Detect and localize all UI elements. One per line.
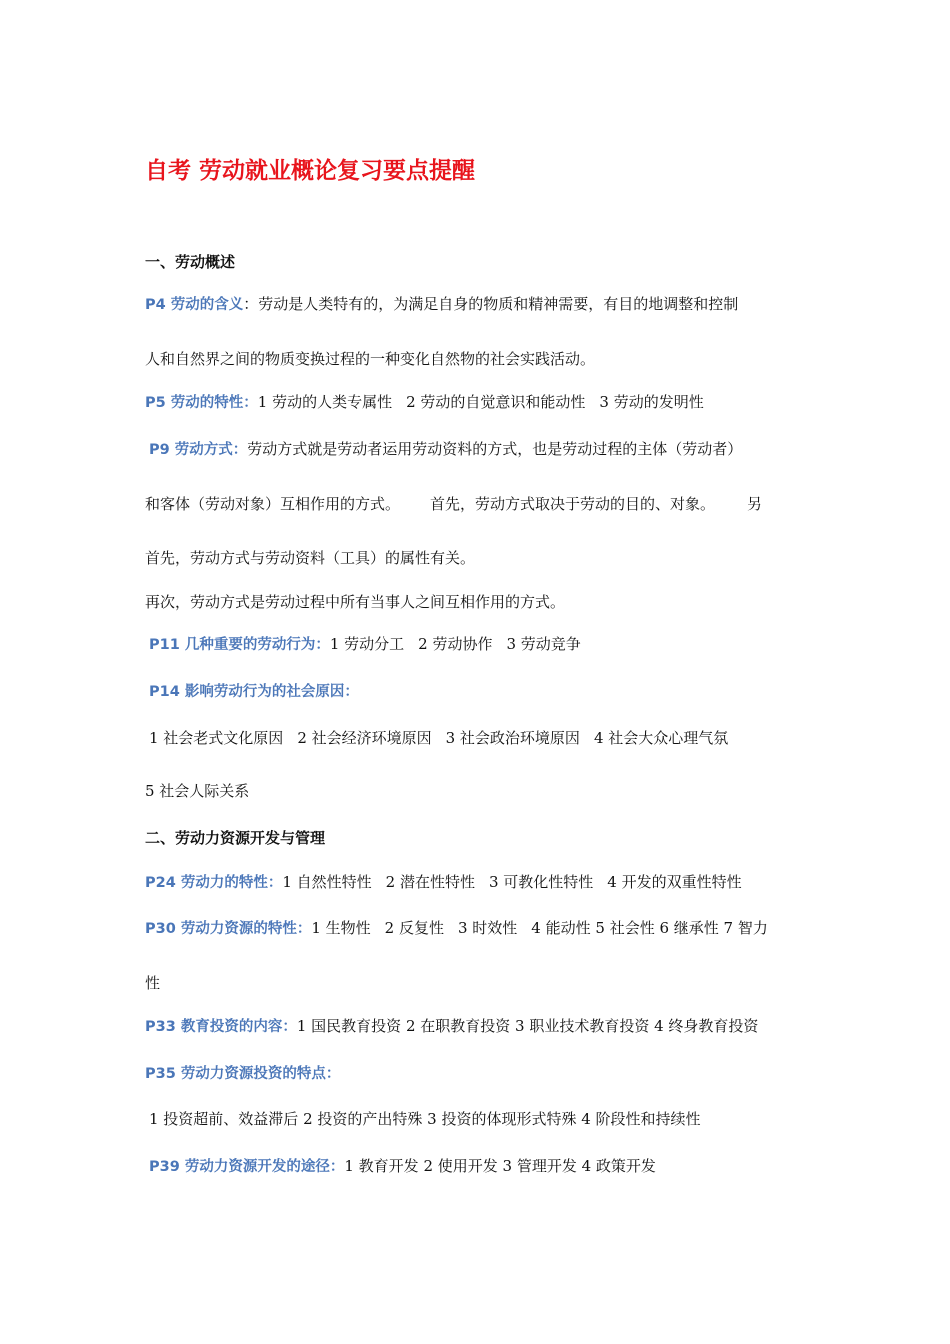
p30-tail: 性 <box>145 974 161 992</box>
p33-label: P33 教育投资的内容： <box>145 1019 297 1035</box>
p9-line-4: 再次，劳动方式是劳动过程中所有当事人之间互相作用的方式。 <box>145 593 566 611</box>
p14-line <box>149 680 359 703</box>
p14-items-line <box>149 727 728 749</box>
p4-label: P4 劳动的含义 <box>145 297 244 313</box>
p9-text: 劳动方式就是劳动者运用劳动资料的方式，也是劳动过程的主体（劳动者） <box>247 440 743 458</box>
p30-item: 1 生物性 <box>311 919 371 937</box>
p24-item: 1 自然性特性 <box>282 873 372 891</box>
p11-item: 1 劳动分工 <box>329 635 405 653</box>
p9-line <box>149 438 742 461</box>
p4-text: 劳动是人类特有的，为满足自身的物质和精神需要，有目的地调整和控制 <box>258 295 739 313</box>
p9-line-2 <box>145 493 762 515</box>
p9-text-2b: 首先，劳动方式取决于劳动的目的、对象。 <box>430 495 716 513</box>
p5-line <box>145 391 704 414</box>
p30-item: 2 反复性 <box>384 919 444 937</box>
p11-label: P11 几种重要的劳动行为： <box>149 637 330 653</box>
p24-item: 4 开发的双重性特性 <box>607 873 742 891</box>
p9-line-3: 首先，劳动方式与劳动资料（工具）的属性有关。 <box>145 549 476 567</box>
p9-label: P9 劳动方式： <box>149 442 248 458</box>
p39-line <box>149 1155 656 1178</box>
p14-item: 1 社会老式文化原因 <box>149 729 284 747</box>
p30-line <box>145 917 768 940</box>
section-heading-2: 二、劳动力资源开发与管理 <box>145 829 326 847</box>
p24-item: 3 可教化性特性 <box>488 873 594 891</box>
section-heading-1: 一、劳动概述 <box>145 253 236 271</box>
p30-label: P30 劳动力资源的特性： <box>145 921 312 937</box>
p14-item: 2 社会经济环境原因 <box>297 729 432 747</box>
p5-item: 2 劳动的自觉意识和能动性 <box>406 393 586 411</box>
p39-text: 1 教育开发 2 使用开发 3 管理开发 4 政策开发 <box>344 1157 656 1175</box>
p11-item: 3 劳动竞争 <box>506 635 581 653</box>
p33-line <box>145 1015 758 1038</box>
p5-item: 1 劳动的人类专属性 <box>257 393 393 411</box>
p9-text-2: 和客体（劳动对象）互相作用的方式。 <box>145 495 401 513</box>
p24-item: 2 潜在性特性 <box>385 873 475 891</box>
p14-item: 3 社会政治环境原因 <box>445 729 580 747</box>
p4-line <box>145 293 738 316</box>
p11-item: 2 劳动协作 <box>418 635 493 653</box>
p5-label: P5 劳动的特性： <box>145 395 258 411</box>
p14-item: 4 社会大众心理气氛 <box>593 729 729 747</box>
p4-line-2: 人和自然界之间的物质变换过程的一种变化自然物的社会实践活动。 <box>145 350 596 368</box>
p35-label: P35 劳动力资源投资的特点： <box>145 1066 341 1082</box>
p14-item-5: 5 社会人际关系 <box>145 782 250 800</box>
p33-text: 1 国民教育投资 2 在职教育投资 3 职业技术教育投资 4 终身教育投资 <box>296 1017 759 1035</box>
p24-line <box>145 871 742 894</box>
page-title: 自考 劳动就业概论复习要点提醒 <box>145 158 476 184</box>
p39-label: P39 劳动力资源开发的途径： <box>149 1159 345 1175</box>
p24-label: P24 劳动力的特性： <box>145 875 283 891</box>
p11-line <box>149 633 581 656</box>
p5-item: 3 劳动的发明性 <box>599 393 704 411</box>
p35-line <box>145 1062 340 1085</box>
p4-sep: ： <box>243 295 259 313</box>
p30-item: 3 时效性 <box>457 919 518 937</box>
p14-label: P14 影响劳动行为的社会原因： <box>149 684 359 700</box>
p30-item: 4 能动性 5 社会性 6 继承性 7 智力 <box>531 919 768 937</box>
p9-text-2c: 另 <box>747 495 763 513</box>
p35-text: 1 投资超前、效益滞后 2 投资的产出特殊 3 投资的体现形式特殊 4 阶段性和持续性 <box>149 1110 701 1128</box>
